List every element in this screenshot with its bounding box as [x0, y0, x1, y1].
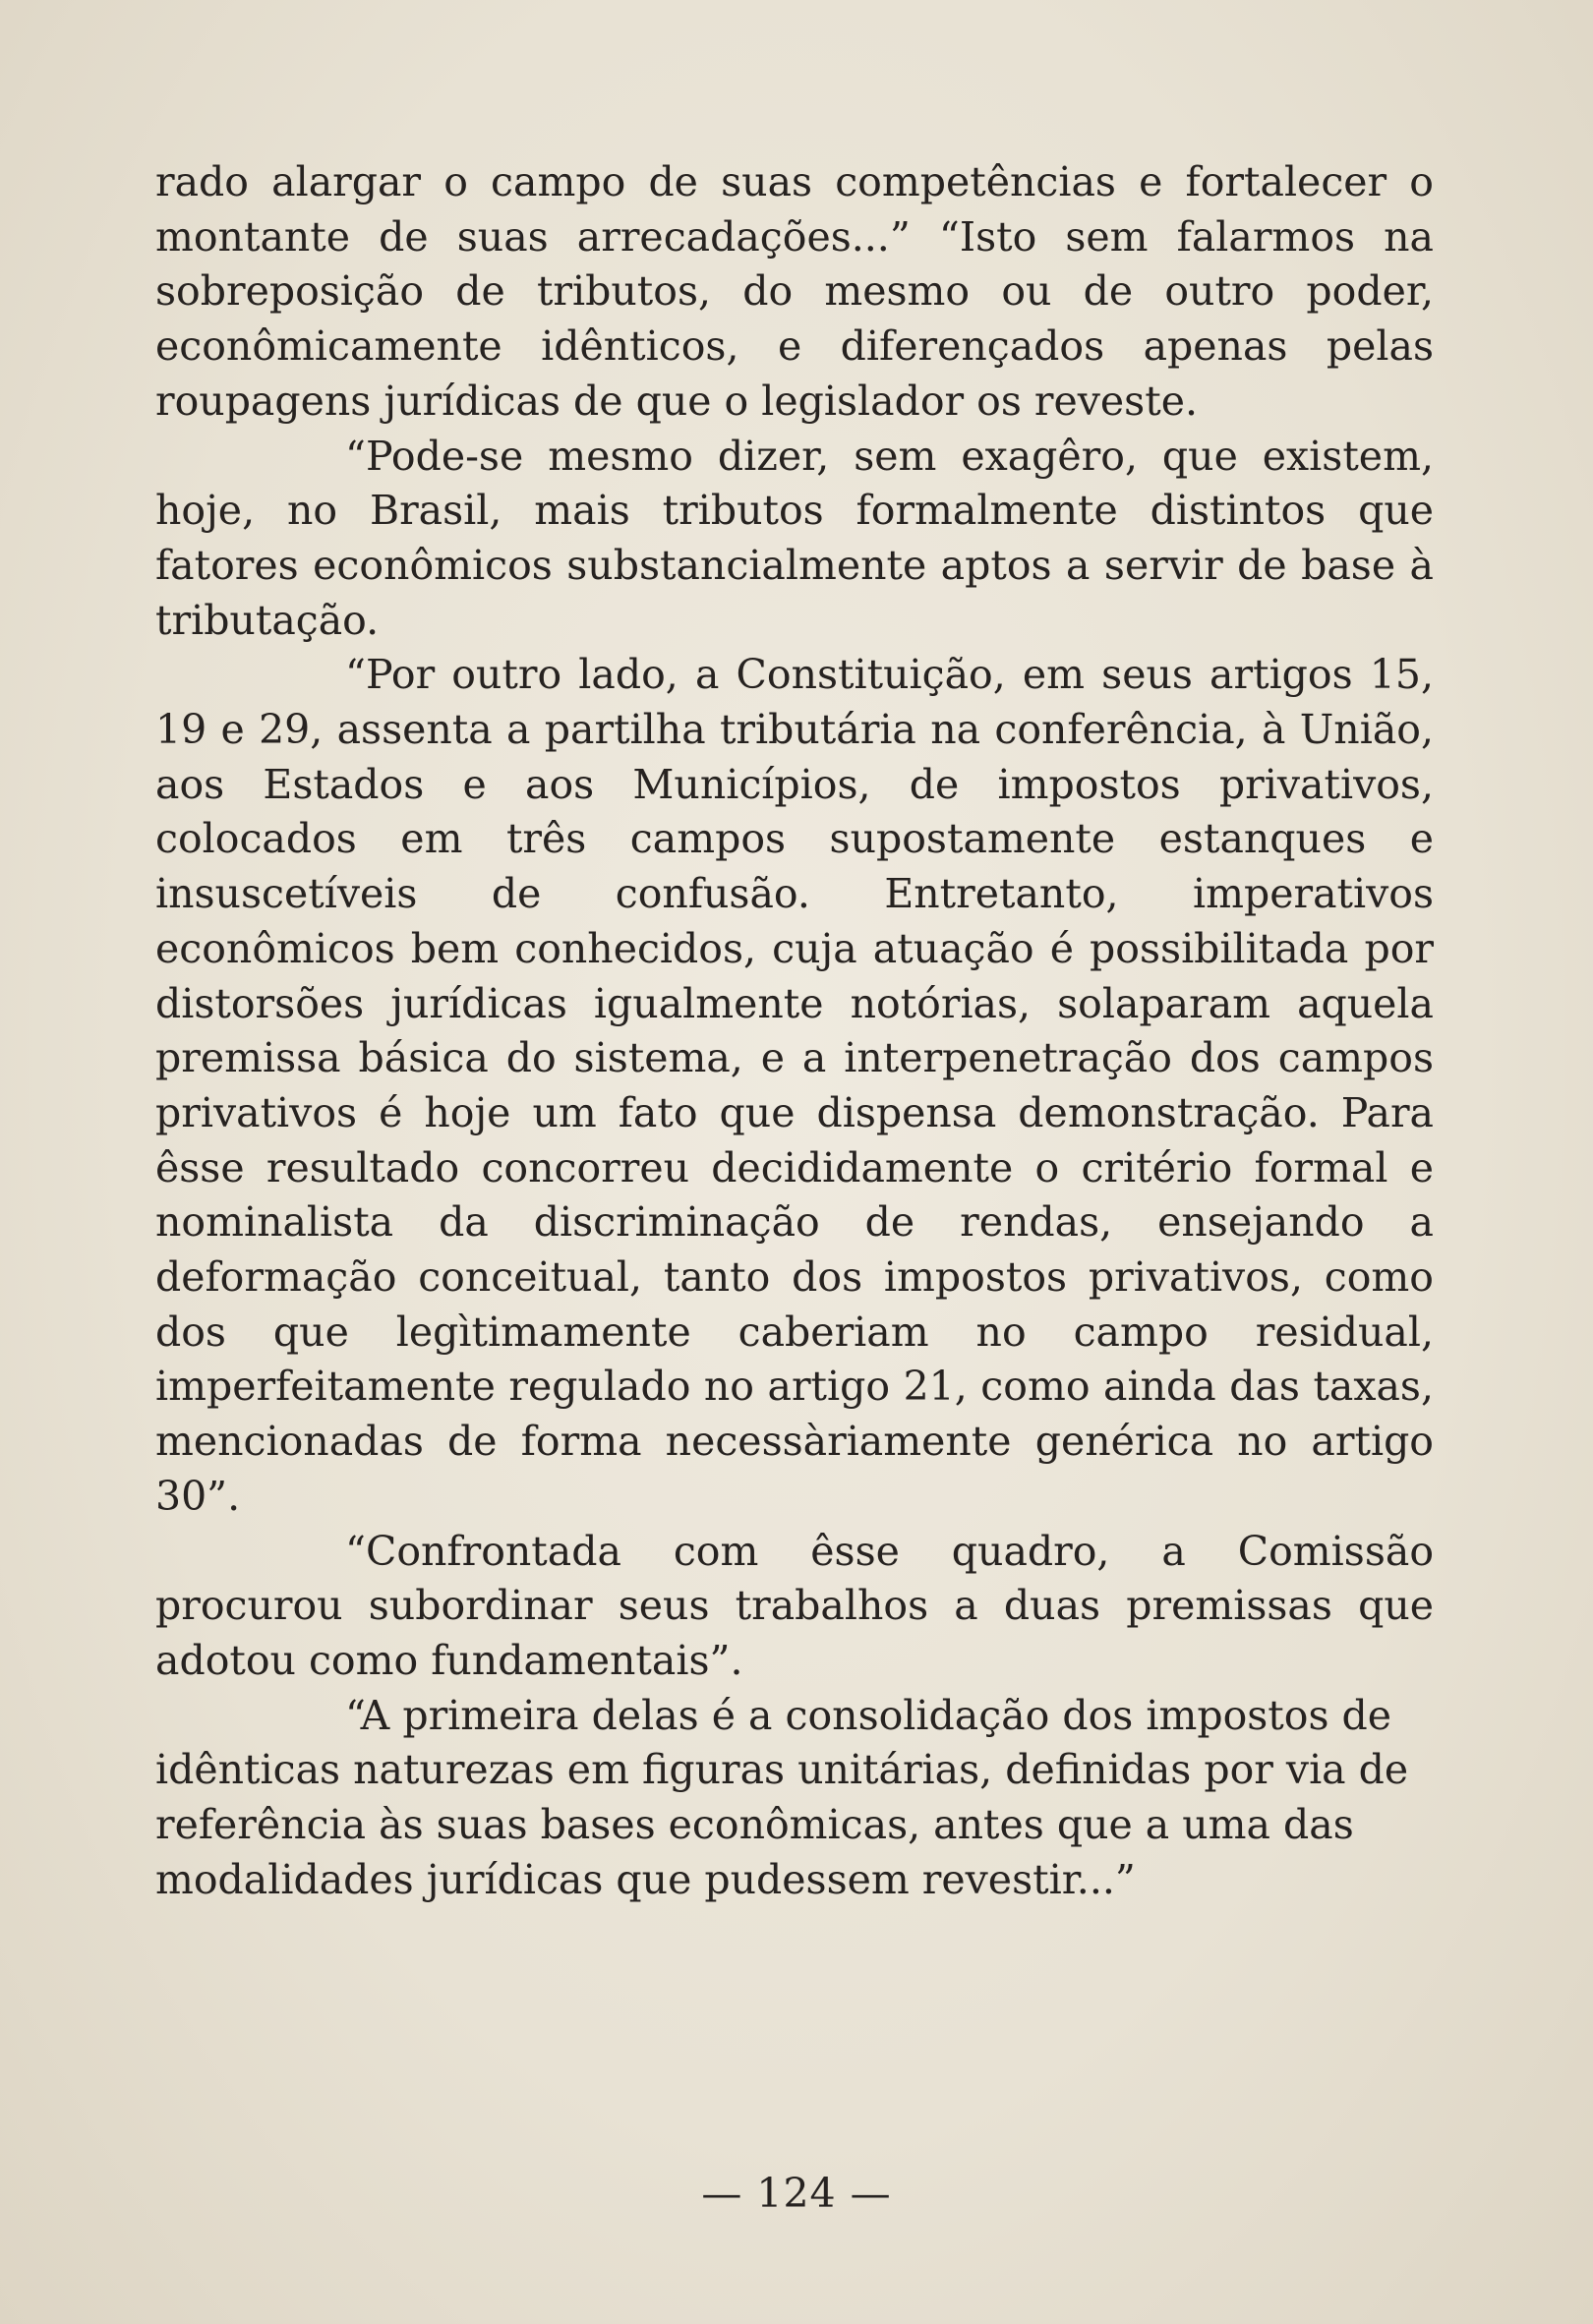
paragraph-quote-confrontada: “Confrontada com êsse quadro, a Comissão procurou subordinar seus trabalhos a duas premissas que adotou como fundamentais”.: [155, 1527, 1434, 1684]
paragraph-quote-pode-se: “Pode-se mesmo dizer, sem exagêro, que existem, hoje, no Brasil, mais tributos formalmente distintos que fatores econômicos substancialmente aptos a servir de base à tributação.: [155, 432, 1434, 644]
page-number: — 124 —: [701, 2170, 892, 2217]
paragraph-quote-primeira: “A primeira delas é a consolidação dos impostos de idênticas naturezas em figuras unitárias, definidas por via de referência às suas bases econômicas, antes que a uma das modalidades jurídicas que pudessem revestir...”: [155, 1691, 1409, 1903]
body-text: [155, 155, 1434, 1908]
paragraph-quote-por-outro-lado: “Por outro lado, a Constituição, em seus artigos 15, 19 e 29, assenta a partilha tributária na conferência, à União, aos Estados e aos Municípios, de impostos privativos, colocados em três campos supostamente estanques e insuscetíveis de confusão. Entretanto, imperativos econômicos bem conhecidos, cuja atuação é possibilitada por distorsões jurídicas igualmente notórias, solaparam aquela premissa básica do sistema, e a interpenetração dos campos privativos é hoje um fato que dispensa demonstração. Para êsse resultado concorreu decididamente o critério formal e nominalista da discriminação de rendas, ensejando a deformação conceitual, tanto dos impostos privativos, como dos que legìtimamente caberiam no campo residual, imperfeitamente regulado no artigo 21, como ainda das taxas, mencionadas de forma necessàriamente genérica no artigo 30”.: [155, 651, 1434, 1520]
paragraph-continuation: rado alargar o campo de suas competências e fortalecer o montante de suas arrecadações...” “Isto sem falarmos na sobreposição de tributos, do mesmo ou de outro poder, econômicamente idênticos, e diferençados apenas pelas roupagens jurídicas de que o legislador os reveste.: [155, 158, 1434, 425]
